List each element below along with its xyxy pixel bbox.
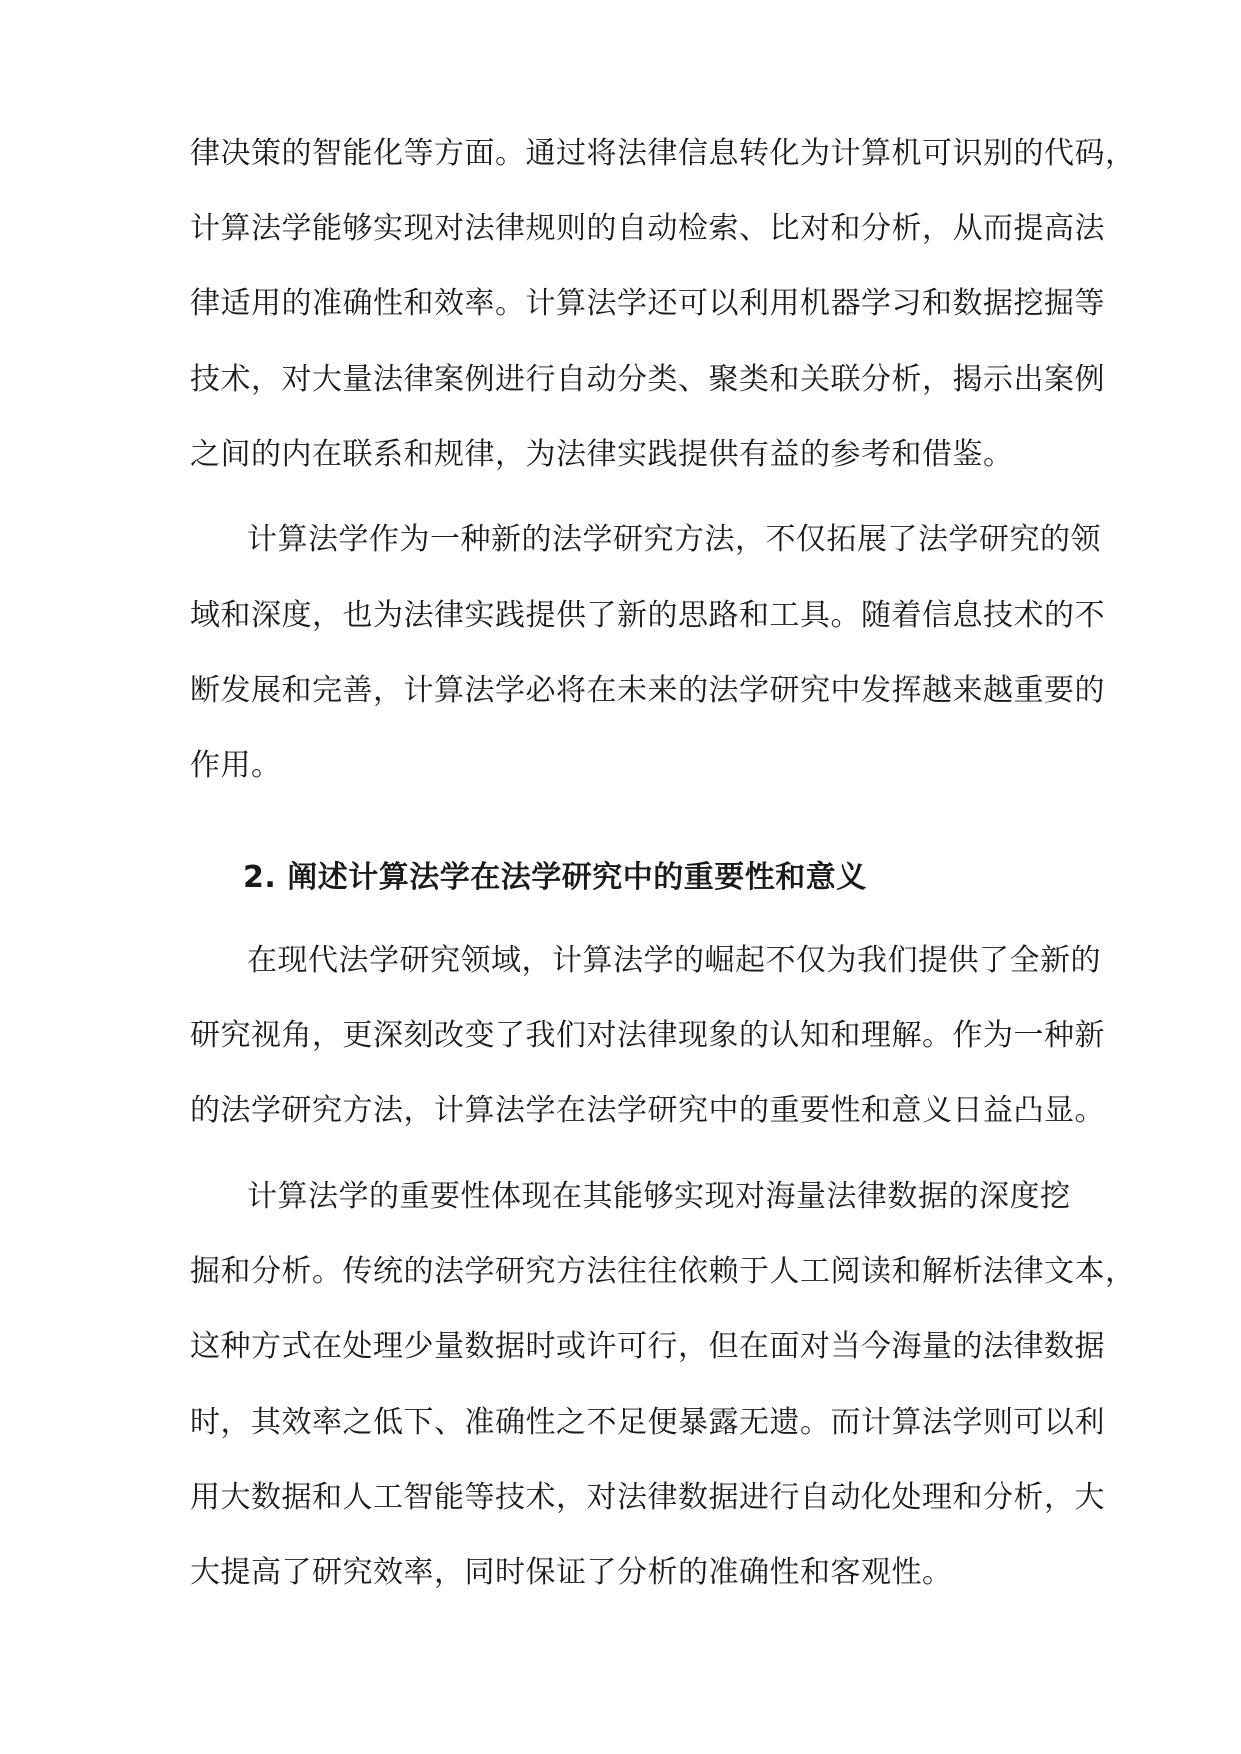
paragraph-4-line-2: 掘和分析。传统的法学研究方法往往依赖于人工阅读和解析法律文本， <box>190 1254 1136 1289</box>
paragraph-3-line-2: 研究视角，更深刻改变了我们对法律现象的认知和理解。作为一种新 <box>190 1018 1105 1053</box>
paragraph-2-line-1: 计算法学作为一种新的法学研究方法，不仅拓展了法学研究的领 <box>247 522 1101 557</box>
paragraph-2-line-3: 断发展和完善，计算法学必将在未来的法学研究中发挥越来越重要的 <box>190 673 1105 708</box>
paragraph-1-line-5: 之间的内在联系和规律，为法律实践提供有益的参考和借鉴。 <box>190 437 1014 472</box>
paragraph-4-line-5: 用大数据和人工智能等技术，对法律数据进行自动化处理和分析，大 <box>190 1480 1105 1515</box>
paragraph-1-line-4: 技术，对大量法律案例进行自动分类、聚类和关联分析，揭示出案例 <box>190 362 1105 397</box>
paragraph-4-line-4: 时，其效率之低下、准确性之不足便暴露无遗。而计算法学则可以利 <box>190 1405 1105 1440</box>
paragraph-1-line-1: 律决策的智能化等方面。通过将法律信息转化为计算机可识别的代码， <box>190 136 1136 171</box>
paragraph-2-line-2: 域和深度，也为法律实践提供了新的思路和工具。随着信息技术的不 <box>190 598 1105 633</box>
paragraph-4-line-3: 这种方式在处理少量数据时或许可行，但在面对当今海量的法律数据 <box>190 1329 1105 1364</box>
paragraph-2-line-4: 作用。 <box>190 748 282 783</box>
paragraph-3-line-3: 的法学研究方法，计算法学在法学研究中的重要性和意义日益凸显。 <box>190 1093 1105 1128</box>
paragraph-4-line-6: 大提高了研究效率，同时保证了分析的准确性和客观性。 <box>190 1555 953 1590</box>
section-heading: 2. 阐述计算法学在法学研究中的重要性和意义 <box>243 860 867 895</box>
paragraph-1-line-3: 律适用的准确性和效率。计算法学还可以利用机器学习和数据挖掘等 <box>190 286 1105 321</box>
paragraph-4-line-1: 计算法学的重要性体现在其能够实现对海量法律数据的深度挖 <box>247 1179 1071 1214</box>
paragraph-3-line-1: 在现代法学研究领域，计算法学的崛起不仅为我们提供了全新的 <box>247 943 1101 978</box>
paragraph-1-line-2: 计算法学能够实现对法律规则的自动检索、比对和分析，从而提高法 <box>190 211 1105 246</box>
